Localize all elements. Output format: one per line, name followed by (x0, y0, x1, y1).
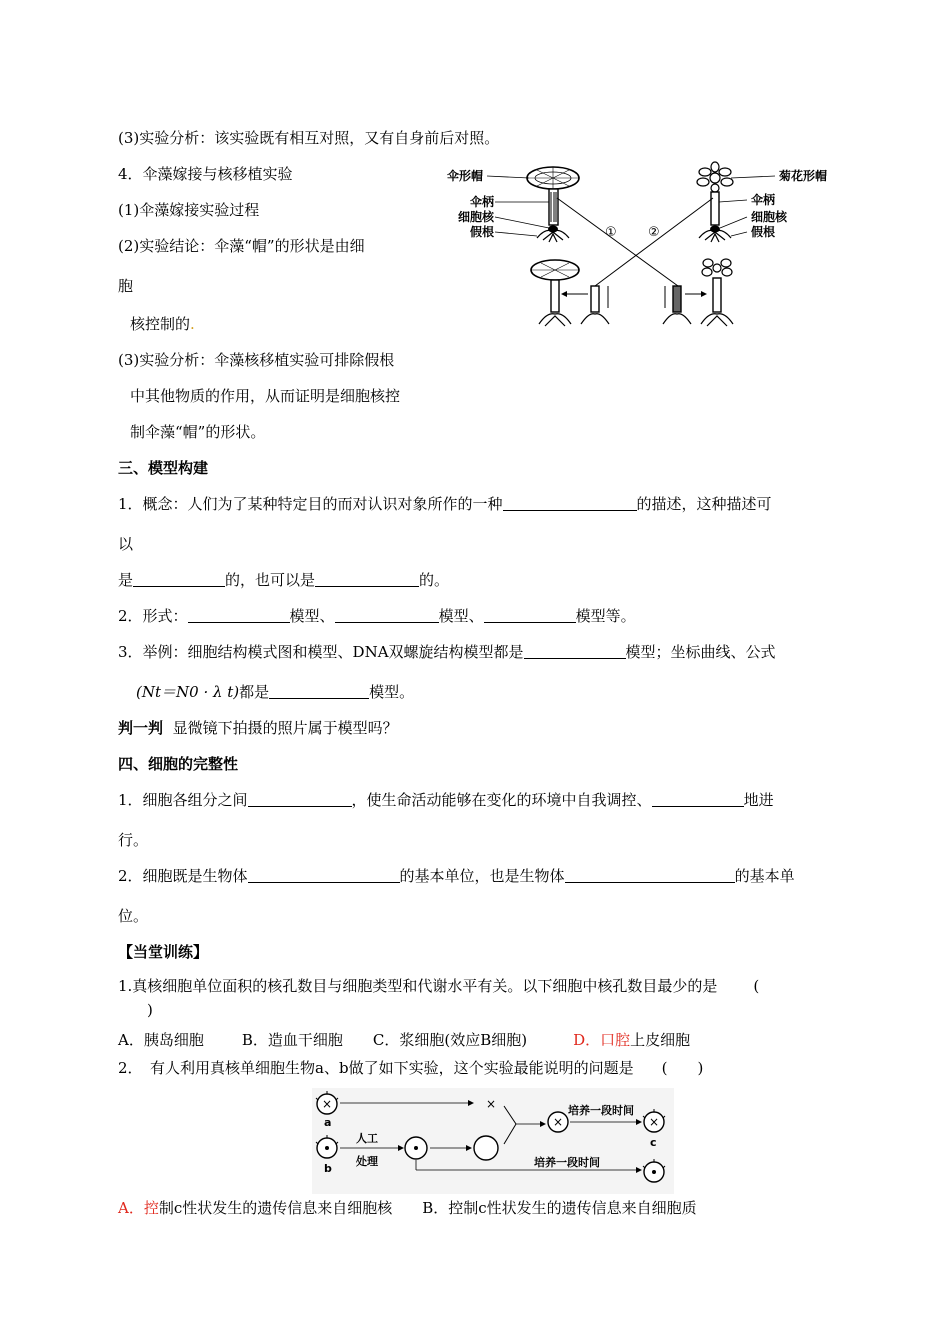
svg-text:×: × (321, 1097, 333, 1111)
svg-text:×: × (648, 1115, 660, 1129)
label-rhizoid-left: 假根 (470, 225, 495, 239)
model-concept-line: 1．概念：人们为了某种特定目的而对认识对象所作的一种 的描述，这种描述可 (118, 495, 772, 513)
label-c: c (650, 1136, 657, 1149)
integrity-line-2: 2．细胞既是生物体 的基本单位，也是生物体 的基本单 (118, 867, 795, 885)
integrity-line-2-wrap: 位。 (118, 907, 149, 925)
line-grafting-conclusion-wrap: 胞 (118, 277, 134, 295)
line-exp-analysis-3: (3)实验分析：该实验既有相互对照，又有自身前后对照。 (118, 129, 500, 147)
line-transplant-analysis-3: 制伞藻“帽”的形状。 (130, 423, 266, 441)
judge-label: 判一判 (118, 719, 164, 737)
blank-model-qualitative[interactable] (133, 571, 225, 587)
q1-option-a[interactable]: A．胰岛细胞 (118, 1031, 204, 1049)
line-grafting-process: (1)伞藻嫁接实验过程 (118, 201, 260, 219)
label-treatment: 处理 (356, 1155, 378, 1168)
blank-model-concept[interactable] (503, 495, 637, 511)
label-nucleus-right: 细胞核 (751, 210, 788, 224)
model-concept-line-2: 是 的，也可以是 的。 (118, 571, 450, 589)
acetabularia-diagram (445, 158, 840, 330)
blank-form-1[interactable] (188, 607, 290, 623)
judge-line: 判一判 显微镜下拍摄的照片属于模型吗？ (118, 719, 398, 737)
cross-nucleus-removed: × (486, 1097, 497, 1111)
cell-experiment-diagram (312, 1088, 674, 1194)
formula: (Nt＝N0 · λ t) (136, 683, 240, 701)
integrity-line-1-wrap: 行。 (118, 831, 149, 849)
blank-integrity-4[interactable] (565, 867, 735, 883)
label-artificial: 人工 (356, 1132, 378, 1145)
model-examples-line: 3．举例：细胞结构模式图和模型、DNA双螺旋结构模型都是 模型；坐标曲线、公式 (118, 643, 776, 661)
training-q1: 1.真核细胞单位面积的核孔数目与细胞类型和代谢水平有关。以下细胞中核孔数目最少的是 ( (118, 977, 760, 995)
model-examples-line-2: (Nt＝N0 · λ t)都是 模型。 (136, 683, 415, 701)
section-3-heading: 三、模型构建 (118, 459, 209, 477)
blank-model-quantitative[interactable] (315, 571, 419, 587)
q1-option-d[interactable]: D．口腔上皮细胞 (573, 1031, 691, 1049)
integrity-line-1: 1．细胞各组分之间 ，使生命活动能够在变化的环境中自我调控、 地进 (118, 791, 774, 809)
label-nucleus-left: 细胞核 (458, 210, 495, 224)
label-b: b (324, 1162, 332, 1175)
q2-paren: ( ) (661, 1059, 704, 1077)
chrysanthemum-cap-top (697, 162, 733, 192)
label-a: a (324, 1116, 332, 1129)
blank-form-2[interactable] (335, 607, 439, 623)
blank-integrity-2[interactable] (652, 791, 744, 807)
q1-option-b[interactable]: B．造血干细胞 (241, 1031, 343, 1049)
blank-integrity-1[interactable] (248, 791, 352, 807)
label-culture-top: 培养一段时间 (568, 1104, 634, 1117)
blank-example-2[interactable] (269, 683, 369, 699)
line-grafting-conclusion: (2)实验结论：伞藻“帽”的形状是由细 (118, 237, 365, 255)
training-q2-options (118, 1198, 697, 1218)
training-heading: 【当堂训练】 (118, 943, 209, 961)
q2-option-a[interactable]: A．控制c性状发生的遗传信息来自细胞核 (118, 1199, 393, 1217)
q1-paren-open: ( (753, 977, 760, 995)
q1-option-c[interactable]: C．浆细胞(效应B细胞) (372, 1031, 528, 1049)
model-forms-line: 2．形式： 模型、 模型、 模型等。 (118, 607, 636, 625)
blank-integrity-3[interactable] (248, 867, 400, 883)
label-stalk-left: 伞柄 (470, 195, 495, 209)
marker-2: ② (648, 225, 660, 240)
q1-paren-close: ) (147, 1001, 153, 1019)
training-q2: 2． 有人利用真核单细胞生物a、b做了如下实验，这个实验最能说明的问题是 ( ) (118, 1059, 704, 1077)
label-culture-bottom: 培养一段时间 (534, 1156, 600, 1169)
label-stalk-right: 伞柄 (751, 193, 776, 207)
line-grafting-conclusion-end: 核控制的. (130, 315, 195, 333)
label-rhizoid-right: 假根 (751, 225, 776, 239)
blank-form-3[interactable] (484, 607, 576, 623)
q2-option-b[interactable]: B．控制c性状发生的遗传信息来自细胞质 (422, 1199, 697, 1217)
label-umbrella-cap: 伞形帽 (447, 169, 484, 183)
training-q1-options (118, 1030, 690, 1050)
blank-example-1[interactable] (524, 643, 626, 659)
model-concept-wrap: 以 (118, 535, 134, 553)
line-transplant-analysis: (3)实验分析：伞藻核移植实验可排除假根 (118, 351, 395, 369)
line-transplant-analysis-2: 中其他物质的作用，从而证明是细胞核控 (130, 387, 401, 405)
marker-1: ① (605, 225, 617, 240)
line-grafting-title: 4．伞藻嫁接与核移植实验 (118, 165, 293, 183)
umbrella-cap-top (527, 167, 579, 189)
label-chrysanthemum-cap: 菊花形帽 (779, 169, 828, 183)
svg-text:×: × (552, 1115, 564, 1129)
section-4-heading: 四、细胞的完整性 (118, 755, 239, 773)
